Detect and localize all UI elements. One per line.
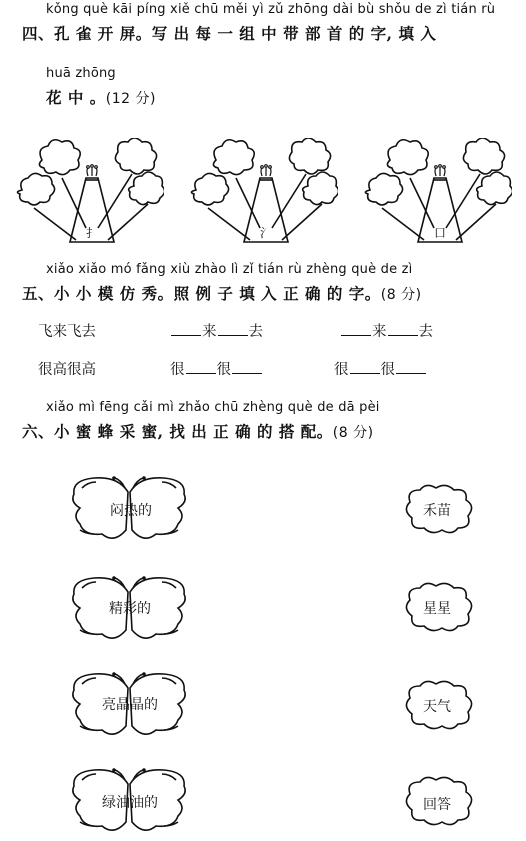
section4-heading2-text: 花 中 。	[46, 88, 106, 107]
blank[interactable]	[396, 361, 426, 374]
blank[interactable]	[341, 323, 371, 336]
char-hen: 很	[170, 362, 185, 378]
section6-pinyin: xiǎo mì fēng cǎi mì zhǎo chū zhèng què de dā pèi	[46, 400, 380, 415]
section4-pinyin: kǒng què kāi píng xiě chū měi yì zǔ zhōng dài bù shǒu de zì tián rù	[46, 2, 496, 17]
char-lai: 来	[372, 324, 387, 340]
peacock-1-cloud-right	[115, 138, 156, 174]
section5-heading-text: 五、小 小 模 仿 秀。照 例 子 填 入 正 确 的 字。	[22, 284, 381, 303]
peacock-2-radical: 氵	[260, 226, 273, 240]
peacock-1-radical: 扌	[86, 226, 99, 240]
blank[interactable]	[388, 323, 418, 336]
example-feilaifeiqu: 飞来飞去	[38, 324, 96, 340]
butterfly-4-label: 绿油油的	[102, 795, 158, 811]
butterfly-3-label: 亮晶晶的	[102, 697, 158, 713]
exercise-2	[340, 320, 433, 341]
exercise-4	[334, 358, 427, 379]
section6-heading-text: 六、小 蜜 蜂 采 蜜, 找 出 正 确 的 搭 配。	[22, 422, 333, 441]
section6-heading	[22, 420, 374, 442]
char-lai: 来	[202, 324, 217, 340]
peacock-1-cloud-far-left	[17, 173, 54, 205]
butterfly-1-label: 闷热的	[110, 503, 152, 519]
cloud-1-label: 禾苗	[423, 503, 451, 519]
section4-heading: 四、孔 雀 开 屏。写 出 每 一 组 中 带 部 首 的 字, 填 入	[22, 24, 437, 43]
section6-score: (8 分)	[332, 425, 374, 441]
cloud-4-label: 回答	[423, 797, 451, 813]
section5-pinyin: xiǎo xiǎo mó fǎng xiù zhào lì zǐ tián rù zhèng què de zì	[46, 262, 413, 277]
blank[interactable]	[186, 361, 216, 374]
char-hen: 很	[380, 362, 395, 378]
section4-score: (12 分)	[105, 91, 156, 107]
char-hen: 很	[216, 362, 231, 378]
char-qu: 去	[418, 324, 433, 340]
peacock-1-cloud-far-right	[129, 172, 164, 205]
section5-score: (8 分)	[380, 287, 422, 303]
blank[interactable]	[232, 361, 262, 374]
exercise-3	[170, 358, 263, 379]
section4-heading2	[46, 86, 156, 108]
peacock-1-cloud-left	[39, 140, 80, 175]
blank[interactable]	[218, 323, 248, 336]
cloud-2-label: 星星	[423, 601, 451, 617]
char-hen: 很	[334, 362, 349, 378]
cloud-3-label: 天气	[423, 699, 451, 715]
section4-pinyin2: huā zhōng	[46, 66, 116, 81]
butterfly-2-label: 精彩的	[109, 601, 151, 617]
blank[interactable]	[350, 361, 380, 374]
exercise-1	[170, 320, 263, 341]
example-hengaohengao: 很高很高	[38, 362, 96, 378]
char-qu: 去	[248, 324, 263, 340]
section5-heading	[22, 282, 422, 304]
blank[interactable]	[171, 323, 201, 336]
peacock-3-radical: 口	[434, 226, 447, 240]
